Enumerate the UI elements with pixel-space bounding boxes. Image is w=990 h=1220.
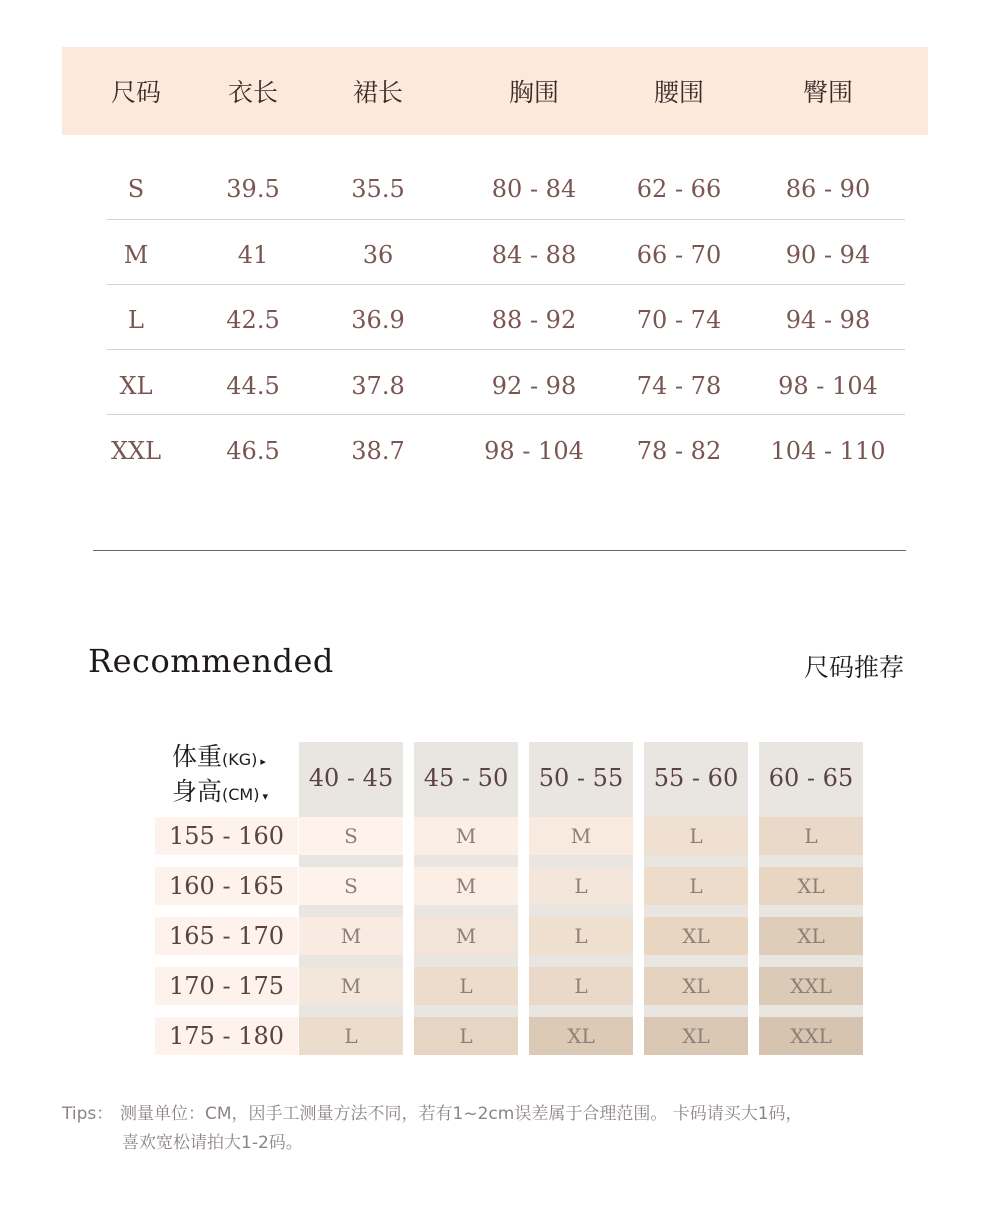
size-table-header (62, 47, 928, 135)
table-row (0, 355, 990, 420)
cell-bust: 88 - 92 (491, 306, 577, 334)
recommended-size-cell: XL (644, 1017, 748, 1055)
cell-waist: 78 - 82 (636, 437, 722, 465)
cell-size: M (123, 241, 149, 269)
row-divider (107, 414, 905, 415)
triangle-right-icon: ▸ (260, 755, 266, 768)
cell-length: 42.5 (226, 306, 280, 334)
recommended-size-cell: S (299, 867, 403, 905)
recommended-size-cell: M (414, 867, 518, 905)
cell-size: S (127, 175, 145, 203)
cell-hip: 104 - 110 (770, 437, 886, 465)
recommended-size-cell: M (299, 917, 403, 955)
recommended-title-cn: 尺码推荐 (803, 653, 904, 682)
tips-label: Tips： (62, 1104, 114, 1124)
tips-line-2: 喜欢宽松请拍大1-2码。 (122, 1133, 303, 1153)
recommended-size-cell: L (529, 917, 633, 955)
recommended-size-cell: L (644, 817, 748, 855)
cell-hip: 98 - 104 (778, 372, 878, 400)
header-waist: 腰围 (653, 78, 705, 107)
recommended-size-cell: XXL (759, 1017, 863, 1055)
row-divider (107, 219, 905, 220)
recommended-size-cell: XL (644, 967, 748, 1005)
cell-skirt-length: 35.5 (351, 175, 405, 203)
header-length: 衣长 (227, 78, 279, 107)
grid-corner-label (172, 742, 298, 812)
row-divider (107, 284, 905, 285)
recommended-size-cell: S (299, 817, 403, 855)
recommended-size-cell: M (414, 817, 518, 855)
cell-waist: 70 - 74 (636, 306, 722, 334)
weight-range-label: 55 - 60 (653, 764, 739, 792)
cell-length: 46.5 (226, 437, 280, 465)
table-row (0, 158, 990, 223)
triangle-down-icon: ▾ (262, 790, 269, 803)
table-row (0, 420, 990, 485)
cell-size: L (128, 306, 144, 334)
recommended-size-cell: L (414, 967, 518, 1005)
cell-bust: 98 - 104 (484, 437, 584, 465)
recommended-size-cell: L (529, 867, 633, 905)
row-divider (107, 349, 905, 350)
weight-range-label: 60 - 65 (768, 764, 854, 792)
recommended-size-cell: XL (759, 917, 863, 955)
cell-waist: 62 - 66 (636, 175, 722, 203)
recommended-size-cell: M (529, 817, 633, 855)
cell-skirt-length: 36.9 (351, 306, 405, 334)
height-range-label: 160 - 165 (155, 867, 298, 905)
cell-waist: 66 - 70 (636, 241, 722, 269)
table-row (0, 289, 990, 354)
cell-waist: 74 - 78 (636, 372, 722, 400)
weight-range-label: 45 - 50 (423, 764, 509, 792)
recommended-size-cell: L (299, 1017, 403, 1055)
cell-skirt-length: 36 (362, 241, 394, 269)
height-range-label: 165 - 170 (155, 917, 298, 955)
weight-label: 体重 (172, 742, 223, 771)
recommended-size-cell: M (414, 917, 518, 955)
recommended-size-cell: XL (529, 1017, 633, 1055)
cell-bust: 92 - 98 (491, 372, 577, 400)
recommended-size-cell: L (644, 867, 748, 905)
cell-size: XL (119, 372, 153, 400)
header-bust: 胸围 (508, 78, 560, 107)
weight-unit: (KG) (222, 750, 258, 769)
height-unit: (CM) (222, 785, 260, 804)
height-range-label: 155 - 160 (155, 817, 298, 855)
tips-line-1: 测量单位：CM，因手工测量方法不同，若有1~2cm误差属于合理范围。 卡码请买大1码， (120, 1104, 803, 1124)
cell-length: 44.5 (226, 372, 280, 400)
cell-hip: 90 - 94 (785, 241, 871, 269)
recommended-title: Recommended (88, 642, 334, 680)
header-hip: 臀围 (802, 78, 854, 107)
recommended-size-cell: L (529, 967, 633, 1005)
cell-bust: 80 - 84 (491, 175, 577, 203)
height-range-label: 170 - 175 (155, 967, 298, 1005)
height-range-label: 175 - 180 (155, 1017, 298, 1055)
recommended-size-cell: XL (759, 867, 863, 905)
recommended-size-cell: M (299, 967, 403, 1005)
section-divider (93, 550, 906, 551)
cell-bust: 84 - 88 (491, 241, 577, 269)
recommended-size-cell: XXL (759, 967, 863, 1005)
header-size: 尺码 (110, 78, 162, 107)
cell-skirt-length: 38.7 (351, 437, 405, 465)
recommended-size-cell: L (759, 817, 863, 855)
tips-note (62, 1100, 922, 1158)
cell-length: 41 (237, 241, 269, 269)
height-label: 身高 (172, 777, 223, 806)
weight-range-label: 50 - 55 (538, 764, 624, 792)
weight-range-label: 40 - 45 (308, 764, 394, 792)
cell-hip: 94 - 98 (785, 306, 871, 334)
header-skirt-length: 裙长 (352, 78, 404, 107)
table-row (0, 224, 990, 289)
recommended-size-cell: L (414, 1017, 518, 1055)
cell-size: XXL (110, 437, 162, 465)
recommended-size-cell: XL (644, 917, 748, 955)
cell-hip: 86 - 90 (785, 175, 871, 203)
cell-skirt-length: 37.8 (351, 372, 405, 400)
cell-length: 39.5 (226, 175, 280, 203)
